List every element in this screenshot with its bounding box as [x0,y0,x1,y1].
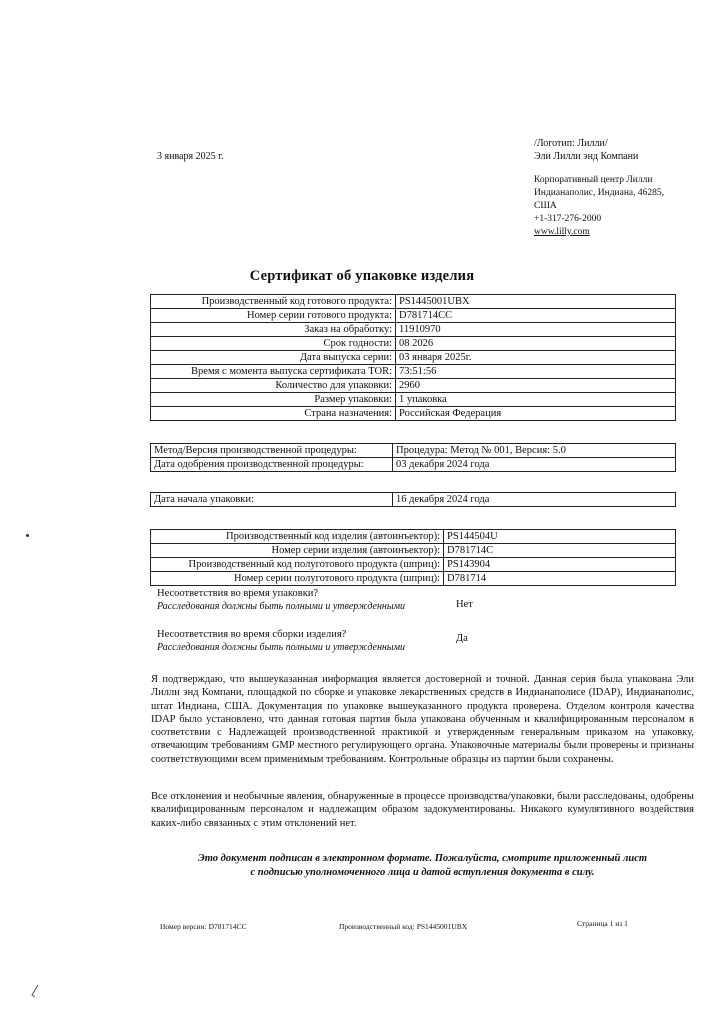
component-table [150,529,676,586]
table-row [151,393,676,407]
row-value: 73:51:56 [396,365,676,379]
phone-number: +1-317-276-2000 [534,214,602,224]
row-label: Страна назначения: [151,407,396,421]
row-value: 03 декабря 2024 года [393,458,676,472]
table-row [151,379,676,393]
table-row [151,544,676,558]
nonconformity-note: Расследования должны быть полными и утвержденными [157,601,406,612]
company-name: Эли Лилли энд Компани [534,151,639,162]
esign-note [151,852,694,880]
logo-placeholder: /Логотип: Лилли/ [534,138,608,149]
website-link[interactable]: www.lilly.com [534,227,590,237]
deviation-paragraph: Все отклонения и необычные явления, обнаруженные в процессе производства/упаковки, были расследованы, одобрены квалифицированным персоналом и надлежащим образом задокументированы. Никакого кумулятивного воздействия каких-либо связанных с этим отклонений нет. [151,791,694,829]
address-line: Индианаполис, Индиана, 46285, [534,188,665,198]
row-value: 03 января 2025г. [396,351,676,365]
row-value: 1 упаковка [396,393,676,407]
row-value: D781714CC [396,309,676,323]
row-label: Время с момента выпуска сертификата TOR: [151,365,396,379]
footer-product-code: Производственный код: PS1445001UBX [339,922,468,931]
certificate-title: Сертификат об упаковке изделия [249,268,475,284]
row-value: PS1445001UBX [396,295,676,309]
row-label: Дата выпуска серии: [151,351,396,365]
esign-line: Это документ подписан в электронном формате. Пожалуйста, смотрите приложенный лист [197,853,648,864]
row-value: D781714 [444,572,676,586]
row-value: 2960 [396,379,676,393]
table-row [151,365,676,379]
row-value: Процедура: Метод № 001, Версия: 5.0 [393,444,676,458]
procedure-table [150,443,676,472]
scan-mark-icon [30,984,40,998]
nonconformity-assembly [157,628,405,654]
row-label: Дата начала упаковки: [151,493,393,507]
row-label: Дата одобрения производственной процедуры: [151,458,393,472]
row-label: Производственный код полуготового продукта (шприц): [151,558,444,572]
footer-batch: Номер версии: D781714CC [160,922,247,931]
row-label: Номер серии полуготового продукта (шприц): [151,572,444,586]
packaging-start-table [150,492,676,507]
table-row [151,493,676,507]
row-label: Производственный код изделия (автоинъектор): [151,530,444,544]
row-label: Производственный код готового продукта: [151,295,396,309]
row-label: Срок годности: [151,337,396,351]
address-line: США [534,201,557,211]
table-row [151,295,676,309]
row-value: 11910970 [396,323,676,337]
table-row [151,351,676,365]
table-row [151,337,676,351]
row-value: D781714C [444,544,676,558]
scan-speck [26,534,29,537]
nonconformity-note: Расследования должны быть полными и утвержденными [157,642,406,653]
table-row [151,530,676,544]
row-label: Метод/Версия производственной процедуры: [151,444,393,458]
nonconformity-question: Несоответствия во время упаковки? [157,588,319,599]
footer-page-number: Страница 1 из 1 [577,919,628,928]
nonconformity-packaging [157,587,405,613]
product-info-table [150,294,676,421]
table-row [151,572,676,586]
company-address [534,174,664,239]
row-label: Заказ на обработку: [151,323,396,337]
table-row [151,323,676,337]
row-value: 08 2026 [396,337,676,351]
row-label: Размер упаковки: [151,393,396,407]
row-label: Количество для упаковки: [151,379,396,393]
document-date: 3 января 2025 г. [157,151,224,162]
row-value: Российская Федерация [396,407,676,421]
row-label: Номер серии изделия (автоинъектор): [151,544,444,558]
table-row [151,444,676,458]
declaration-paragraph: Я подтверждаю, что вышеуказанная информация является достоверной и точной. Данная серия была упакована Эли Лилли энд Компани, площадкой по сборке и упаковке лекарственных средств в Индианаполисе (IDAP), Индианаполис, штат Индиана, США. Документация по упаковке вышеуказанного продукта проверена. Отделом контроля качества IDAP было установлено, что данная готовая партия была упакована обученным и квалифицированным персоналом в соответствии с Надлежащей производственной практикой и утвержденным генеральным приказом на упаковку, отвечающим требованиям GMP местного регулирующего органа. Упаковочные материалы были проверены и признаны соответствующими всем применимым требованиям. Контрольные образцы из партии были сохранены. [151,674,694,765]
table-row [151,407,676,421]
row-value: PS144504U [444,530,676,544]
nonconformity-answer: Да [456,633,468,644]
table-row [151,458,676,472]
table-row [151,558,676,572]
nonconformity-question: Несоответствия во время сборки изделия? [157,629,347,640]
nonconformity-answer: Нет [456,599,473,610]
row-label: Номер серии готового продукта: [151,309,396,323]
address-line: Корпоративный центр Лилли [534,175,653,185]
row-value: PS143904 [444,558,676,572]
table-row [151,309,676,323]
esign-line: с подписью уполномоченного лица и датой вступления документа в силу. [250,867,595,878]
logo-block [534,137,638,163]
row-value: 16 декабря 2024 года [393,493,676,507]
